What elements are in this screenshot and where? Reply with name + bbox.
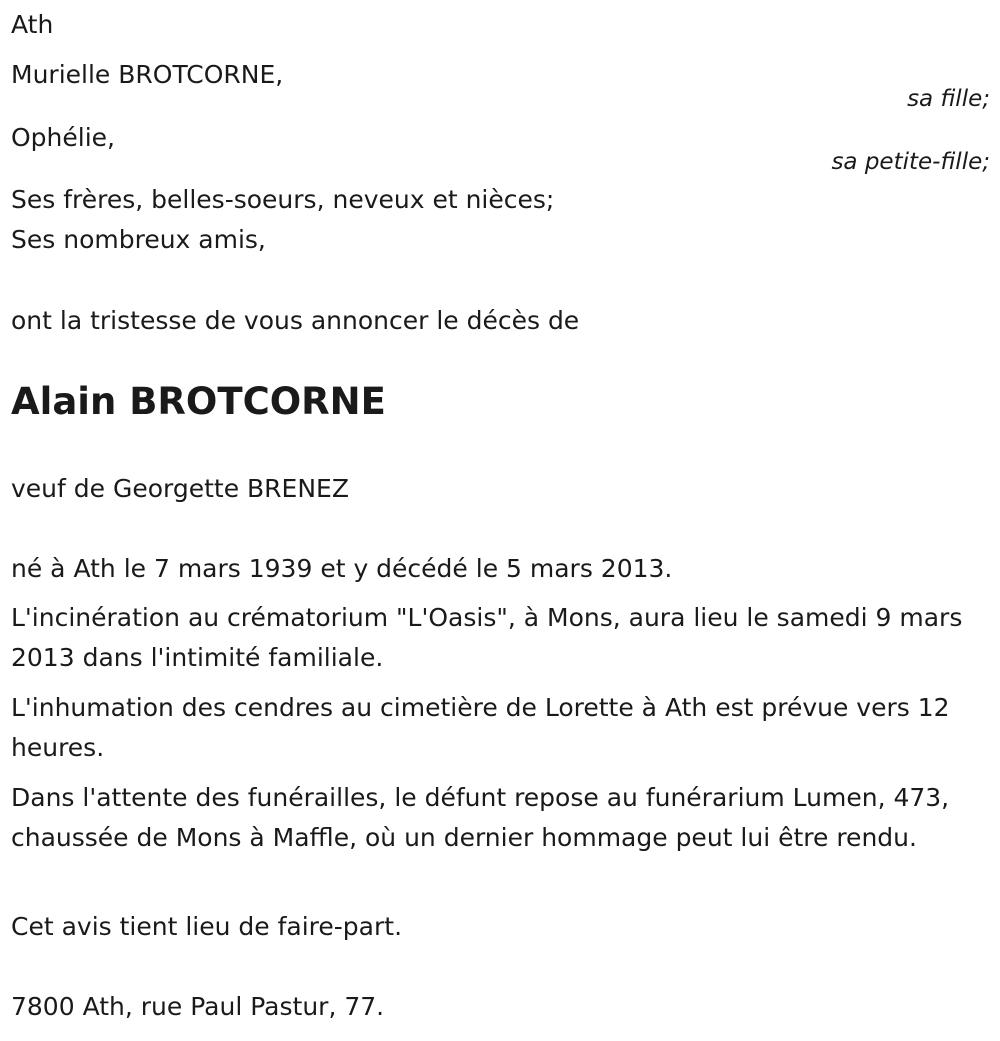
city-heading: Ath [11,10,54,39]
daughter-relation: sa fille; [907,86,990,112]
widower-line: veuf de Georgette BRENEZ [11,474,349,503]
burial-paragraph: L'inhumation des cendres au cimetière de Lorette à Ath est prévue vers 12 heures. [11,693,950,762]
birth-death-line: né à Ath le 7 mars 1939 et y décédé le 5 mars 2013. [11,554,673,583]
friends-line: Ses nombreux amis, [11,225,266,254]
granddaughter-relation: sa petite-fille; [831,149,990,175]
notice-line: Cet avis tient lieu de faire-part. [11,912,403,941]
relatives-line: Ses frères, belles-soeurs, neveux et nièces; [11,185,555,214]
cremation-paragraph: L'incinération au crématorium "L'Oasis", à Mons, aura lieu le samedi 9 mars 2013 dans l'intimité familiale. [11,603,963,672]
address-line: 7800 Ath, rue Paul Pastur, 77. [11,992,385,1021]
granddaughter-name: Ophélie, [11,123,115,152]
daughter-name: Murielle BROTCORNE, [11,60,284,89]
deceased-name: Alain BROTCORNE [11,380,386,423]
viewing-paragraph: Dans l'attente des funérailles, le défunt repose au funérarium Lumen, 473, chaussée de Mons à Maffle, où un dernier hommage peut lui être rendu. [11,783,950,852]
announcement-line: ont la tristesse de vous annoncer le décès de [11,306,580,335]
